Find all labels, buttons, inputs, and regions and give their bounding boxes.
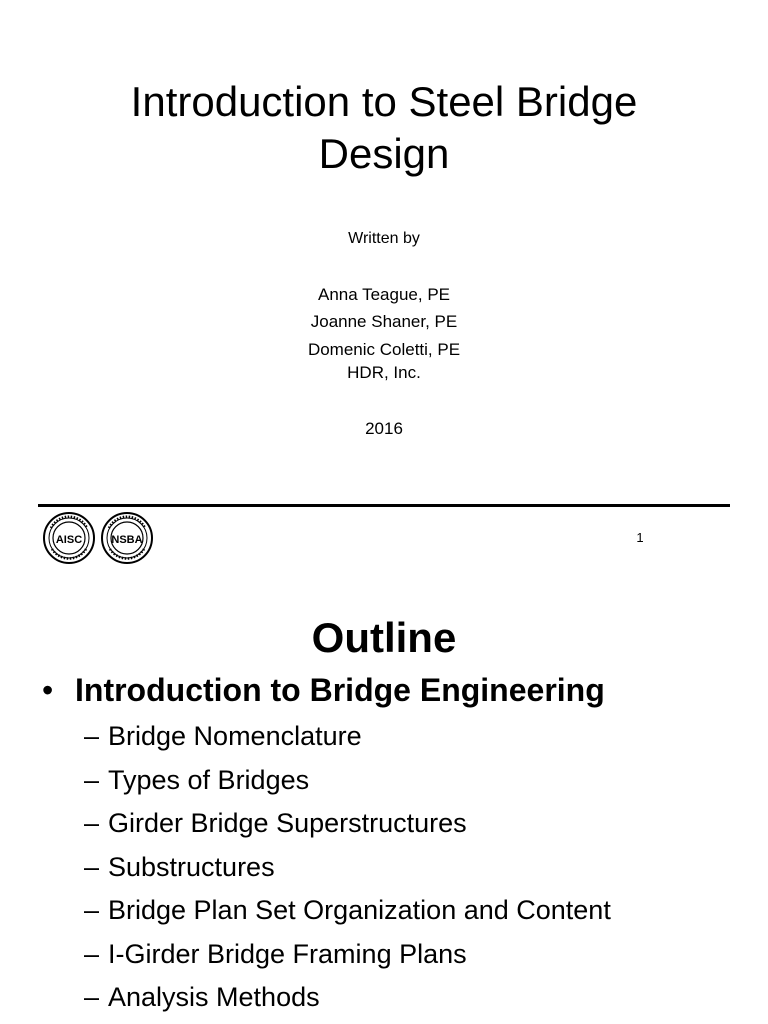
list-item-label: Analysis Methods — [108, 982, 320, 1012]
company-name: HDR, Inc. — [347, 363, 421, 382]
list-item-label: Types of Bridges — [108, 764, 310, 795]
list-item — [84, 851, 764, 895]
written-by-label: Written by — [348, 230, 420, 247]
list-item — [84, 720, 764, 764]
list-item — [84, 981, 764, 1024]
dash-marker: – — [84, 808, 100, 838]
dash-marker: – — [84, 982, 100, 1012]
bullet-marker: • — [42, 672, 54, 708]
dash-marker: – — [84, 721, 100, 751]
outline-slide — [0, 580, 768, 1024]
aisc-logo — [44, 513, 94, 563]
dash-marker: – — [84, 764, 100, 795]
list-item-label: I-Girder Bridge Framing Plans — [108, 938, 467, 969]
logos-svg — [42, 510, 156, 566]
nsba-logo-text: NSBA — [111, 534, 143, 546]
dash-marker: – — [84, 851, 100, 882]
sub-item-list — [84, 720, 764, 1024]
list-item-label: Bridge Nomenclature — [108, 721, 362, 751]
year-label: 2016 — [365, 419, 403, 438]
main-bullet-label: Introduction to Bridge Engineering — [75, 672, 605, 708]
list-item-label: Girder Bridge Superstructures — [108, 808, 467, 838]
main-bullet-item — [42, 672, 742, 709]
list-item — [84, 764, 764, 808]
dash-marker: – — [84, 938, 100, 969]
list-item — [84, 807, 764, 851]
author-name: Domenic Coletti, PE — [307, 340, 461, 359]
outline-title: Outline — [311, 614, 457, 661]
aisc-logo-text: AISC — [55, 534, 83, 546]
title-line-2: Design — [318, 130, 450, 177]
author-name: Anna Teague, PE — [317, 285, 450, 304]
logo-group — [42, 510, 156, 566]
nsba-logo — [102, 513, 152, 563]
author-name: Joanne Shaner, PE — [310, 312, 458, 331]
list-item — [84, 938, 764, 982]
footer-divider — [38, 504, 730, 507]
dash-marker: – — [84, 895, 100, 925]
slide-title — [40, 76, 728, 180]
title-line-1: Introduction to Steel Bridge — [130, 78, 638, 125]
list-item — [84, 894, 764, 938]
list-item-label: Substructures — [108, 851, 275, 882]
list-item-label: Bridge Plan Set Organization and Content — [108, 895, 611, 925]
page-number: 1 — [636, 530, 644, 545]
